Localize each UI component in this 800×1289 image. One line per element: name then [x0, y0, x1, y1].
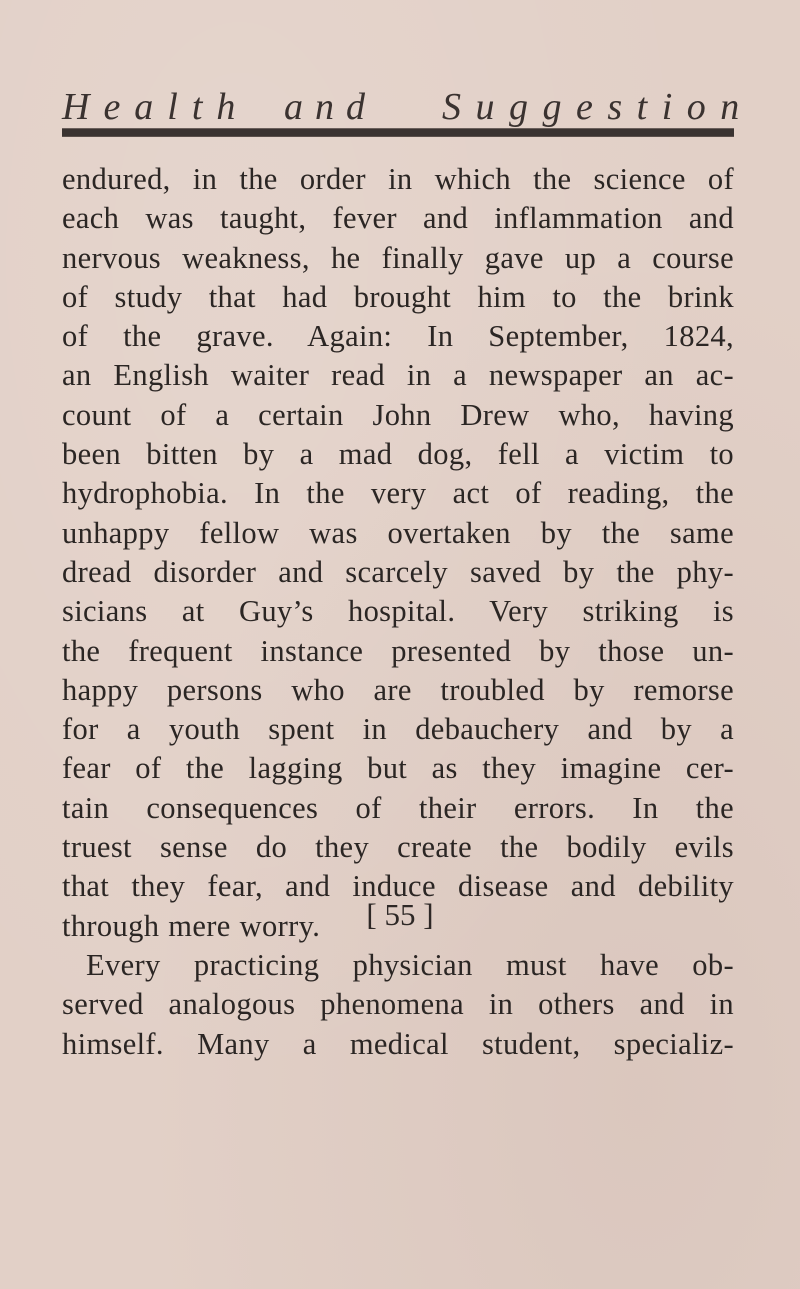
- text-line: tain consequences of their errors. In the: [62, 790, 734, 825]
- header-rule: [62, 128, 734, 137]
- text-line: fear of the lagging but as they imagine cer-: [62, 751, 734, 786]
- text-line: of study that had brought him to the brink: [62, 279, 734, 314]
- text-line: each was taught, fever and inflammation and: [62, 201, 734, 236]
- text-line: dread disorder and scarcely saved by the phy-: [62, 554, 734, 589]
- page-number: [ 55 ]: [366, 897, 434, 932]
- text-line: an English waiter read in a newspaper an ac-: [62, 358, 734, 393]
- paragraph-end-line: through mere worry.: [62, 908, 321, 943]
- paragraph-start-line: Every practicing physician must have ob-: [86, 947, 734, 982]
- text-line: unhappy fellow was overtaken by the same: [62, 515, 734, 550]
- text-line: endured, in the order in which the science of: [62, 162, 734, 196]
- running-head-word-1: Health: [62, 86, 250, 128]
- text-line: happy persons who are troubled by remorse: [62, 672, 734, 707]
- text-line: been bitten by a mad dog, fell a victim to: [62, 437, 734, 472]
- text-line: that they fear, and induce disease and debility: [62, 869, 734, 904]
- text-line: sicians at Guy’s hospital. Very striking is: [62, 594, 734, 629]
- text-line: nervous weakness, he finally gave up a course: [62, 240, 734, 275]
- running-head: [62, 82, 754, 132]
- text-line: truest sense do they create the bodily evils: [62, 830, 734, 865]
- text-line: hydrophobia. In the very act of reading, the: [62, 476, 734, 511]
- text-line: the frequent instance presented by those un-: [62, 633, 734, 668]
- running-head-word-3: Suggestion: [442, 86, 754, 128]
- text-line: himself. Many a medical student, specializ-: [62, 1026, 734, 1061]
- text-line: of the grave. Again: In September, 1824,: [62, 319, 734, 354]
- text-line: for a youth spent in debauchery and by a: [62, 712, 734, 747]
- running-head-word-2: and: [284, 86, 377, 128]
- text-line: count of a certain John Drew who, having: [62, 397, 734, 432]
- text-line: served analogous phenomena in others and in: [62, 987, 734, 1022]
